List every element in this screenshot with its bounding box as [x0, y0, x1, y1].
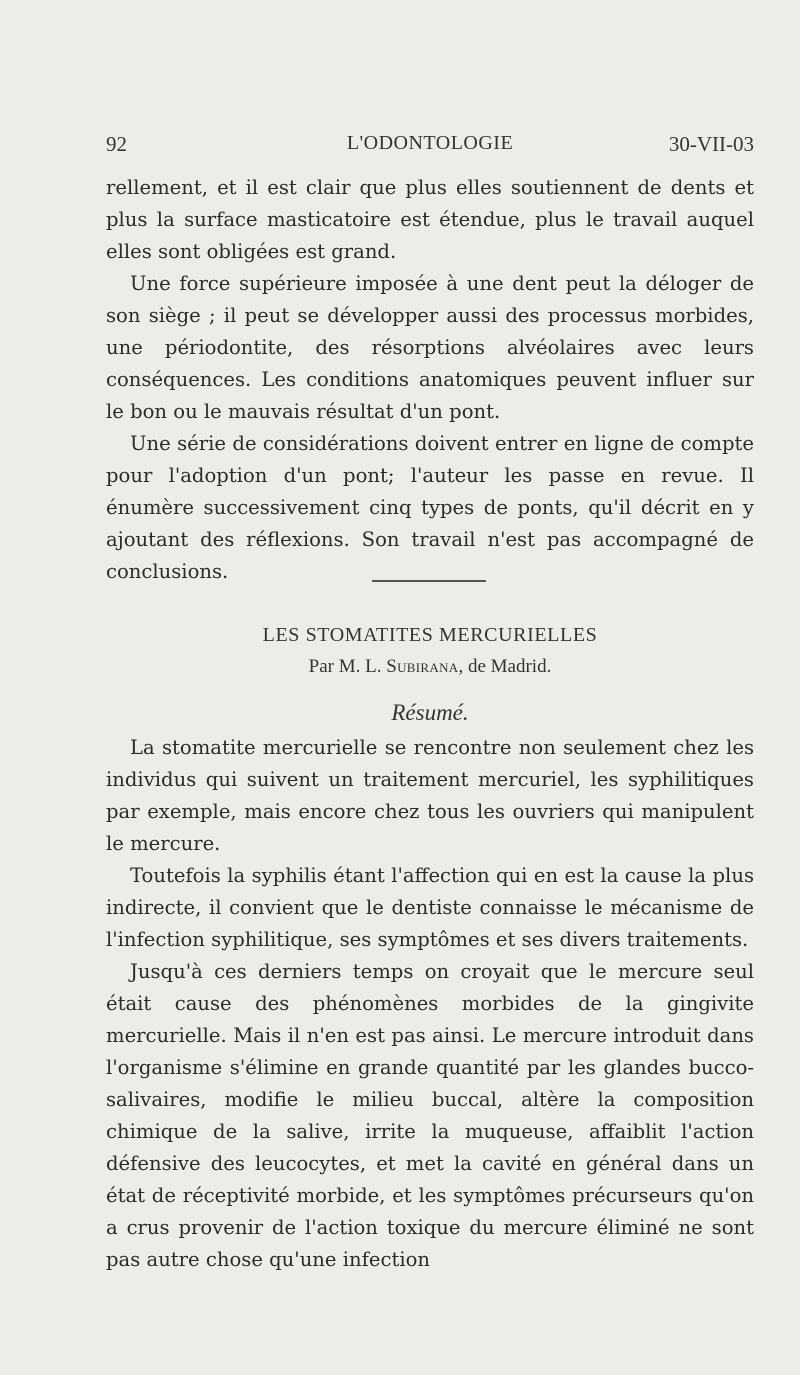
article-title: LES STOMATITES MERCURIELLES	[262, 624, 598, 646]
byline-suffix: , de Madrid.	[458, 656, 552, 677]
paragraph: Jusqu'à ces derniers temps on croyait que le mercure seul était cause des phénomènes morbides de la gingivite mercurielle. Mais il n'en est pas ainsi. Le mercure introduit dans l'organisme s'élimine en grande quantité par les glandes bucco-salivaires, modifie le milieu buccal, altère la composition chimique de la salive, irrite la muqueuse, affaiblit l'action défensive des leucocytes, et met la cavité en général dans un état de réceptivité morbide, et les symptômes précurseurs qu'on a crus provenir de l'action toxique du mercure éliminé ne sont pas autre chose qu'une infection	[106, 960, 754, 1271]
author-name: Subirana	[386, 656, 459, 677]
journal-title: L'ODONTOLOGIE	[346, 132, 514, 154]
paragraph: rellement, et il est clair que plus elles soutiennent de dents et plus la surface masticatoire est étendue, plus le travail auquel elles sont obligées est grand.	[106, 176, 754, 263]
byline	[106, 656, 754, 678]
issue-date: 30-VII-03	[668, 132, 754, 156]
paragraph: Une force supérieure imposée à une dent peut la déloger de son siège ; il peut se développer aussi des processus morbides, une périodontite, des résorptions alvéolaires avec leurs conséquences. Les conditions anatomiques peuvent influer sur le bon ou le mauvais résultat d'un pont.	[106, 272, 754, 423]
summary-heading: Résumé.	[391, 700, 469, 725]
previous-article-end	[106, 172, 754, 588]
paragraph: La stomatite mercurielle se rencontre non seulement chez les individus qui suivent un traitement mercuriel, les syphilitiques par exemple, mais encore chez tous les ouvriers qui manipulent le mercure.	[106, 736, 754, 855]
paragraph: Toutefois la syphilis étant l'affection qui en est la cause la plus indirecte, il convient que le dentiste connaisse le mécanisme de l'infection syphilitique, ses symptômes et ses divers traitements.	[106, 864, 754, 951]
byline-prefix: Par M. L.	[308, 656, 382, 677]
section-divider	[372, 580, 486, 582]
article-body	[106, 732, 754, 1276]
paragraph: Une série de considérations doivent entrer en ligne de compte pour l'adoption d'un pont; l'auteur les passe en revue. Il énumère successivement cinq types de ponts, qu'il décrit en y ajoutant des réflexions. Son travail n'est pas accompagné de conclusions.	[106, 432, 754, 583]
running-head	[106, 132, 754, 162]
page-number: 92	[106, 132, 127, 156]
